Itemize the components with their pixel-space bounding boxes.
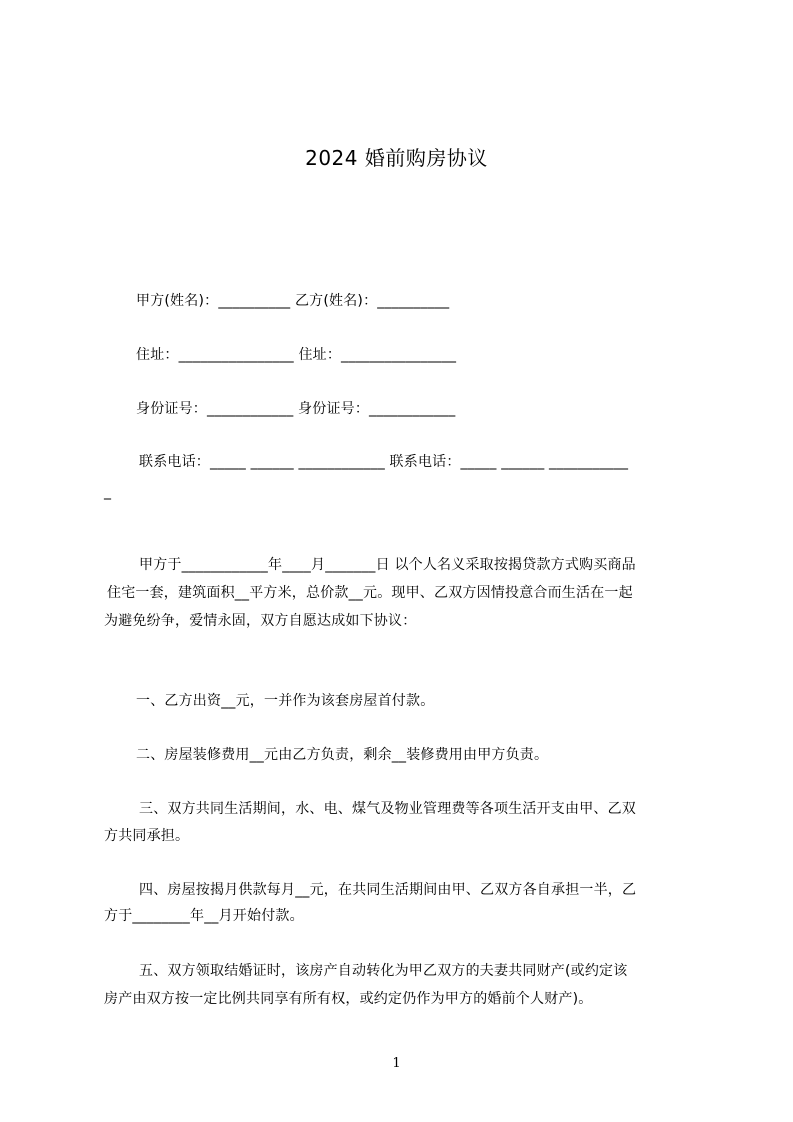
page-number: 1 — [392, 1056, 401, 1071]
party-address-row: 住址：________________ 住址：________________ — [136, 347, 457, 363]
party-phone-row: 联系电话：_____ ______ ____________ 联系电话：_____ ______ ___________ — [139, 454, 629, 470]
clause-4-line-1: 四、房屋按揭月供款每月__元，在共同生活期间由甲、乙双方各自承担一半，乙 — [139, 882, 637, 898]
clause-4-line-2: 方于________年__月开始付款。 — [104, 908, 304, 924]
intro-line-3: 为避免纷争，爱情永固，双方自愿达成如下协议： — [104, 613, 417, 629]
clause-5-line-2: 房产由双方按一定比例共同享有所有权，或约定仍作为甲方的婚前个人财产)。 — [104, 991, 593, 1007]
party-id-row: 身份证号：____________ 身份证号：____________ — [136, 401, 456, 417]
clause-1: 一、乙方出资__元，一并作为该套房屋首付款。 — [136, 693, 435, 709]
party-name-row: 甲方(姓名)：__________ 乙方(姓名)：__________ — [136, 293, 450, 309]
intro-line-2: 住宅一套，建筑面积__平方米，总价款__元。现甲、乙双方因情投意合而生活在一起 — [107, 585, 633, 601]
document-title: 2024 婚前购房协议 — [305, 146, 488, 170]
clause-2: 二、房屋装修费用__元由乙方负责，剩余__装修费用由甲方负责。 — [136, 747, 549, 763]
party-phone-row-continued: _ — [104, 484, 112, 500]
intro-line-1: 甲方于____________年____月_______日 以个人名义采取按揭贷款方式购买商品 — [139, 557, 636, 573]
clause-3-line-2: 方共同承担。 — [104, 828, 190, 844]
clause-5-line-1: 五、双方领取结婚证时，该房产自动转化为甲乙双方的夫妻共同财产(或约定该 — [139, 963, 628, 979]
clause-3-line-1: 三、双方共同生活期间，水、电、煤气及物业管理费等各项生活开支由甲、乙双 — [139, 801, 636, 817]
